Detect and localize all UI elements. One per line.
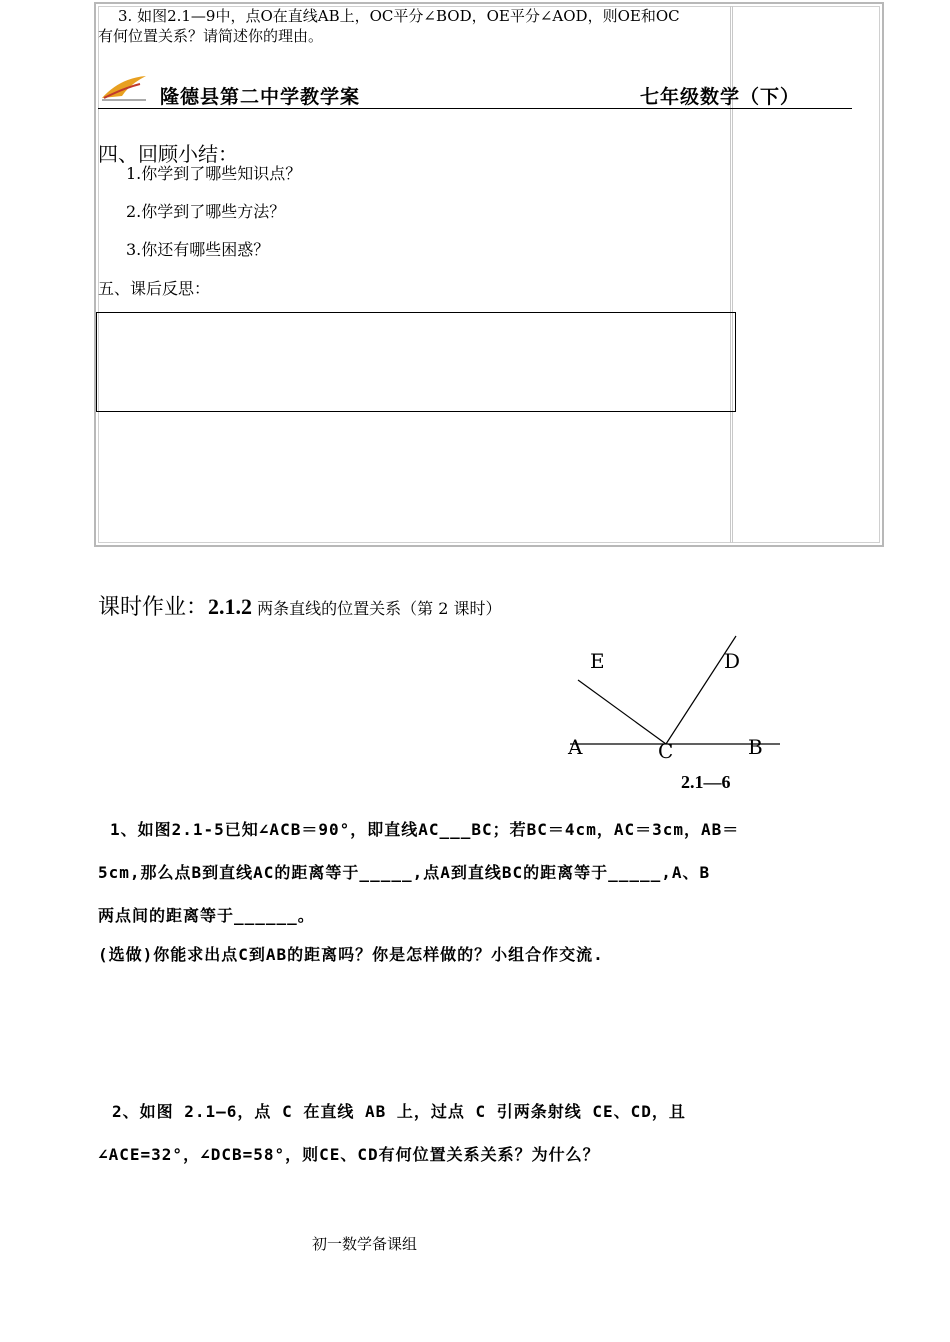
label-c: C xyxy=(658,739,674,763)
reflection-title: 五、课后反思： xyxy=(98,279,211,298)
footer-text: 初一数学备课组 xyxy=(312,1235,418,1253)
school-title: 隆德县第二中学教学案 xyxy=(160,86,361,108)
label-e: E xyxy=(590,649,605,673)
label-b: B xyxy=(748,735,763,759)
problem1-line2: 5cm,那么点B到直线AC的距离等于_____,点A到直线BC的距离等于_____,A、B xyxy=(98,863,711,882)
subject-title: 七年级数学（下） xyxy=(640,86,801,108)
review-item: 2.你学到了哪些方法？ xyxy=(126,202,286,221)
problem2-line1: 2、如图 2.1—6，点 C 在直线 AB 上，过点 C 引两条射线 CE、CD，且 xyxy=(112,1102,686,1121)
figure-caption: 2.1—6 xyxy=(681,772,731,792)
figure-2-1-6 xyxy=(560,630,790,800)
problem1-optional: (选做)你能求出点C到AB的距离吗？你是怎样做的？小组合作交流. xyxy=(98,945,604,964)
label-d: D xyxy=(724,649,741,673)
question3-line2: 有何位置关系？请简述你的理由。 xyxy=(98,27,324,45)
ray-ce xyxy=(578,680,666,744)
reflection-box xyxy=(96,312,736,412)
review-item: 3.你还有哪些困惑？ xyxy=(126,240,270,259)
question3-line1: 3. 如图2.1—9中，点O在直线AB上，OC平分∠BOD，OE平分∠AOD，则OE和OC xyxy=(118,7,680,25)
header-rule xyxy=(98,108,852,109)
homework-title-rest: 两条直线的位置关系（第 2 课时） xyxy=(257,599,502,618)
review-title: 四、回顾小结： xyxy=(98,142,238,166)
homework-title-prefix: 课时作业： xyxy=(98,595,209,620)
review-item: 1.你学到了哪些知识点？ xyxy=(126,164,302,183)
problem1-line3: 两点间的距离等于______。 xyxy=(98,906,315,925)
problem2-line2: ∠ACE=32°，∠DCB=58°，则CE、CD有何位置关系关系？为什么？ xyxy=(98,1145,600,1164)
homework-title xyxy=(98,590,501,621)
school-logo-icon xyxy=(100,74,150,104)
homework-title-number: 2.1.2 xyxy=(208,594,253,619)
label-a: A xyxy=(568,735,583,759)
problem1-line1: 1、如图2.1-5已知∠ACB＝90°，即直线AC___BC；若BC＝4cm，AC＝3cm，AB＝ xyxy=(110,820,740,839)
